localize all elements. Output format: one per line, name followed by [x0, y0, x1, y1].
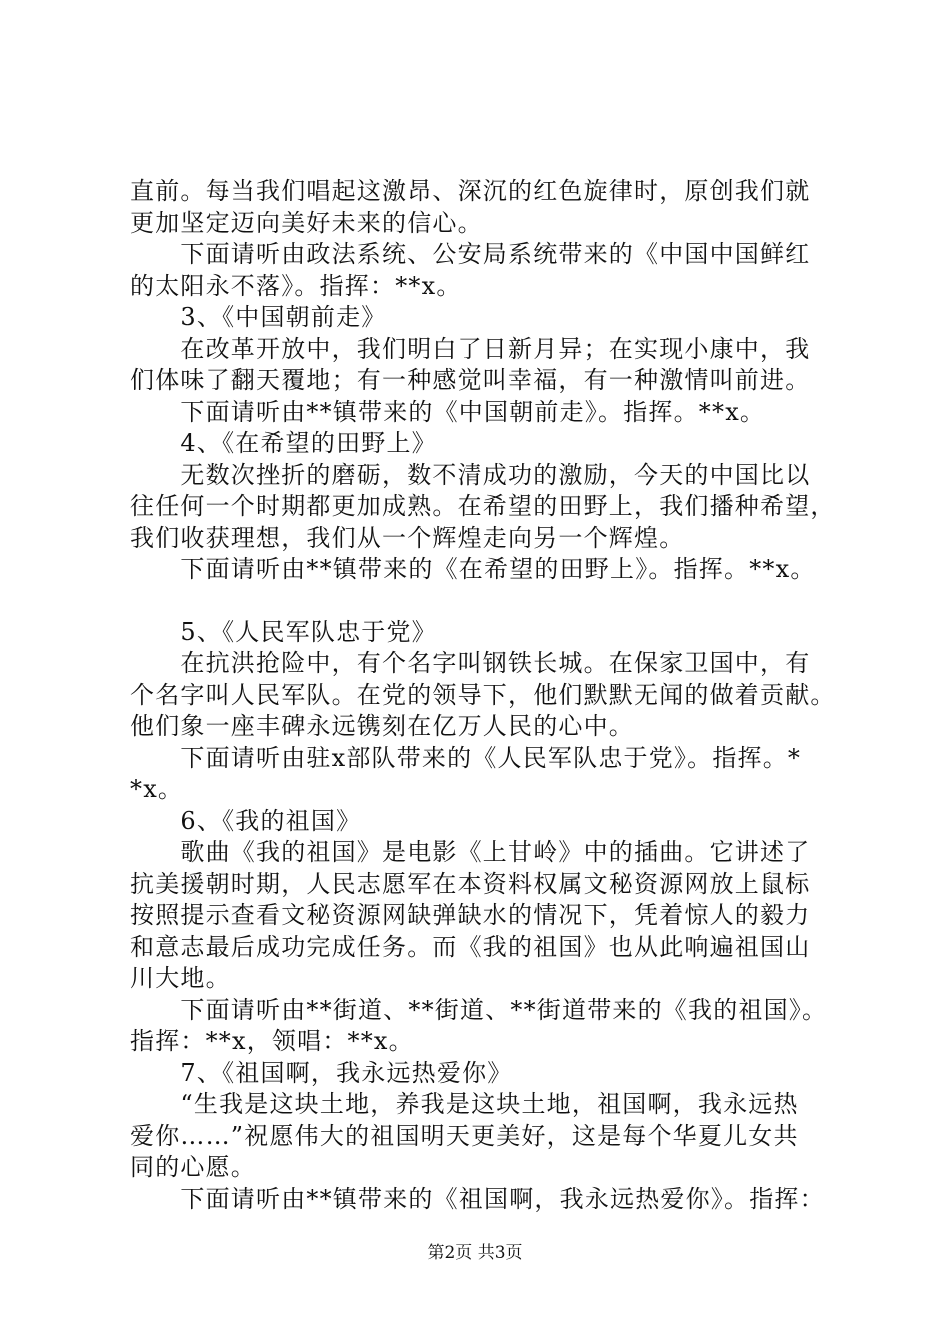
text-line: 下面请听由驻x部队带来的《人民军队忠于党》。指挥。*	[130, 744, 802, 772]
text-line: 他们象一座丰碑永远镌刻在亿万人民的心中。	[130, 712, 634, 740]
section-heading: 3、《中国朝前走》	[130, 303, 387, 331]
text-line: 在改革开放中，我们明白了日新月异；在实现小康中，我	[130, 335, 811, 363]
text-line: 下面请听由政法系统、公安局系统带来的《中国中国鲜红	[130, 240, 811, 268]
text-line: 和意志最后成功完成任务。而《我的祖国》也从此响遍祖国山	[130, 933, 811, 961]
section-heading: 4、《在希望的田野上》	[130, 429, 437, 457]
text-line: 们体味了翻天覆地；有一种感觉叫幸福，有一种激情叫前进。	[130, 366, 811, 394]
text-line: 无数次挫折的磨砺，数不清成功的激励，今天的中国比以	[130, 461, 811, 489]
text-line: 指挥：**x，领唱：**x。	[130, 1027, 414, 1055]
section-heading: 6、《我的祖国》	[130, 807, 362, 835]
text-line: 下面请听由**镇带来的《祖国啊，我永远热爱你》。指挥：	[130, 1185, 825, 1213]
text-line: 同的心愿。	[130, 1153, 256, 1181]
text-line: “生我是这块土地，养我是这块土地，祖国啊，我永远热	[130, 1090, 799, 1118]
text-line: 下面请听由**街道、**街道、**街道带来的《我的祖国》。	[130, 996, 828, 1024]
text-line: 川大地。	[130, 964, 231, 992]
text-line: 歌曲《我的祖国》是电影《上甘岭》中的插曲。它讲述了	[130, 838, 811, 866]
text-line: 的太阳永不落》。指挥：**x。	[130, 272, 462, 300]
text-line: 更加坚定迈向美好未来的信心。	[130, 209, 483, 237]
text-line: 抗美援朝时期，人民志愿军在本资料权属文秘资源网放上鼠标	[130, 870, 811, 898]
text-line: 直前。每当我们唱起这激昂、深沉的红色旋律时，原创我们就	[130, 177, 811, 205]
text-line: 往任何一个时期都更加成熟。在希望的田野上，我们播种希望，	[130, 492, 836, 520]
text-line: 按照提示查看文秘资源网缺弹缺水的情况下，凭着惊人的毅力	[130, 901, 811, 929]
text-line: 下面请听由**镇带来的《中国朝前走》。指挥。**x。	[130, 398, 766, 426]
text-line: 爱你……”祝愿伟大的祖国明天更美好，这是每个华夏儿女共	[130, 1122, 799, 1150]
page-number-footer: 第2页 共3页	[427, 1243, 523, 1263]
text-line: 在抗洪抢险中，有个名字叫钢铁长城。在保家卫国中，有	[130, 649, 811, 677]
section-heading: 7、《祖国啊，我永远热爱你》	[130, 1059, 513, 1087]
text-line: 我们收获理想，我们从一个辉煌走向另一个辉煌。	[130, 524, 685, 552]
text-line: 下面请听由**镇带来的《在希望的田野上》。指挥。**x。	[130, 555, 816, 583]
text-line: 个名字叫人民军队。在党的领导下，他们默默无闻的做着贡献。	[130, 681, 836, 709]
section-heading: 5、《人民军队忠于党》	[130, 618, 437, 646]
text-line: *x。	[130, 775, 184, 803]
